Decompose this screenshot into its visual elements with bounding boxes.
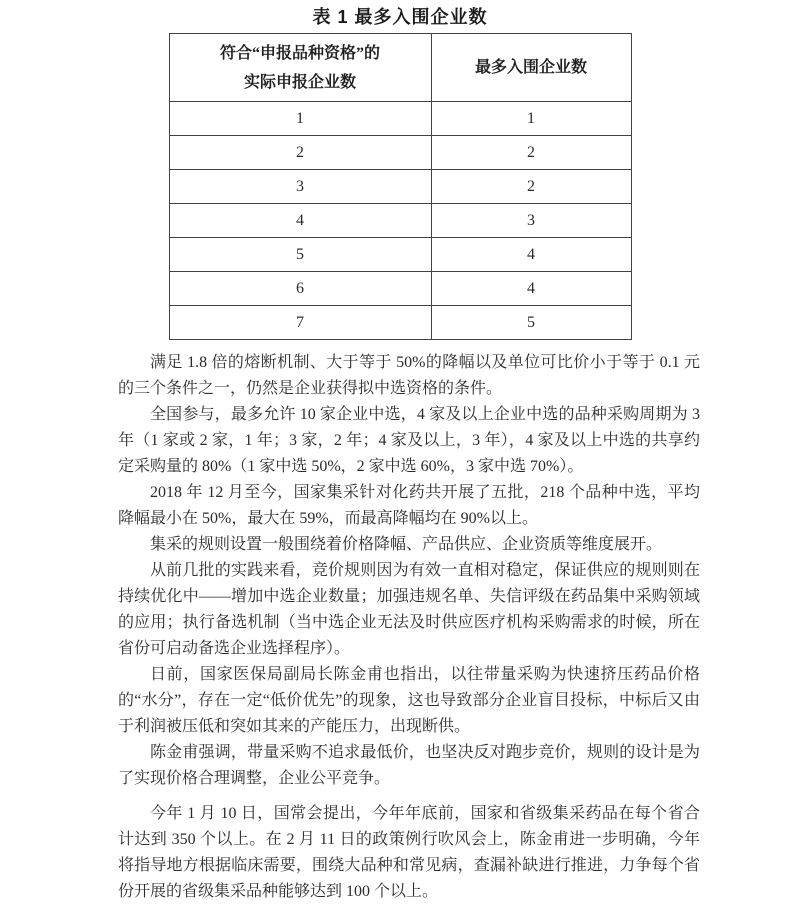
table-row [169, 238, 631, 272]
table-title: 表 1 最多入围企业数 [312, 7, 488, 27]
cell-declared-count: 1 [169, 102, 431, 136]
cell-declared-count: 7 [169, 306, 431, 340]
body-paragraph: 今年 1 月 10 日，国常会提出，今年年底前，国家和省级集采药品在每个省合计达到 350 个以上。在 2 月 11 日的政策例行吹风会上，陈金甫进一步明确，今年将指导地方根据临床需要，围绕大品种和常见病，查漏补缺进行推进，力争每个省份开展的省级集采品种能够达到 100 个以上。 [118, 805, 700, 900]
table-header-row [169, 34, 631, 102]
table-row [169, 306, 631, 340]
article-body [118, 350, 700, 905]
cell-max-count: 5 [431, 306, 631, 340]
table-row [169, 102, 631, 136]
cell-max-count: 2 [431, 136, 631, 170]
cell-max-count: 4 [431, 272, 631, 306]
table-row [169, 272, 631, 306]
table-row [169, 204, 631, 238]
body-paragraph: 全国参与，最多允许 10 家企业中选，4 家及以上企业中选的品种采购周期为 3 年（1 家或 2 家，1 年；3 家，2 年；4 家及以上，3 年），4 家及以上中选的共享约定采购量的 80%（1 家中选 50%，2 家中选 60%，3 家中选 70%）。 [118, 406, 700, 475]
body-paragraph: 满足 1.8 倍的熔断机制、大于等于 50%的降幅以及单位可比价小于等于 0.1 元的三个条件之一，仍然是企业获得拟中选资格的条件。 [118, 354, 700, 397]
header-declared-line2: 实际申报企业数 [243, 73, 356, 91]
header-declared-line1: 符合“申报品种资格”的 [219, 44, 380, 62]
body-paragraph: 集采的规则设置一般围绕着价格降幅、产品供应、企业资质等维度展开。 [150, 536, 663, 553]
cell-max-count: 4 [431, 238, 631, 272]
body-paragraph: 从前几批的实践来看，竞价规则因为有效一直相对稳定，保证供应的规则则在持续优化中——增加中选企业数量；加强违规名单、失信评级在药品集中采购领域的应用；执行备选机制（当中选企业无法及时供应医疗机构采购需求的时候，所在省份可启动备选企业选择程序）。 [118, 562, 700, 657]
cell-max-count: 3 [431, 204, 631, 238]
body-paragraph: 日前，国家医保局副局长陈金甫也指出，以往带量采购为快速挤压药品价格的“水分”，存在一定“低价优先”的现象，这也导致部分企业盲目投标，中标后又由于利润被压低和突如其来的产能压力，出现断供。 [118, 666, 700, 735]
cell-max-count: 2 [431, 170, 631, 204]
header-max-count: 最多入围企业数 [431, 34, 631, 102]
cell-declared-count: 3 [169, 170, 431, 204]
table-row [169, 170, 631, 204]
table-row [169, 136, 631, 170]
header-declared-count [169, 34, 431, 102]
body-paragraph: 2018 年 12 月至今，国家集采针对化药共开展了五批，218 个品种中选，平均降幅最小在 50%，最大在 59%，而最高降幅均在 90%以上。 [118, 484, 700, 527]
cell-declared-count: 5 [169, 238, 431, 272]
cell-declared-count: 6 [169, 272, 431, 306]
max-shortlist-table [169, 33, 632, 340]
cell-max-count: 1 [431, 102, 631, 136]
body-paragraph: 陈金甫强调，带量采购不追求最低价，也坚决反对跑步竞价，规则的设计是为了实现价格合理调整，企业公平竞争。 [118, 744, 700, 787]
cell-declared-count: 4 [169, 204, 431, 238]
cell-declared-count: 2 [169, 136, 431, 170]
